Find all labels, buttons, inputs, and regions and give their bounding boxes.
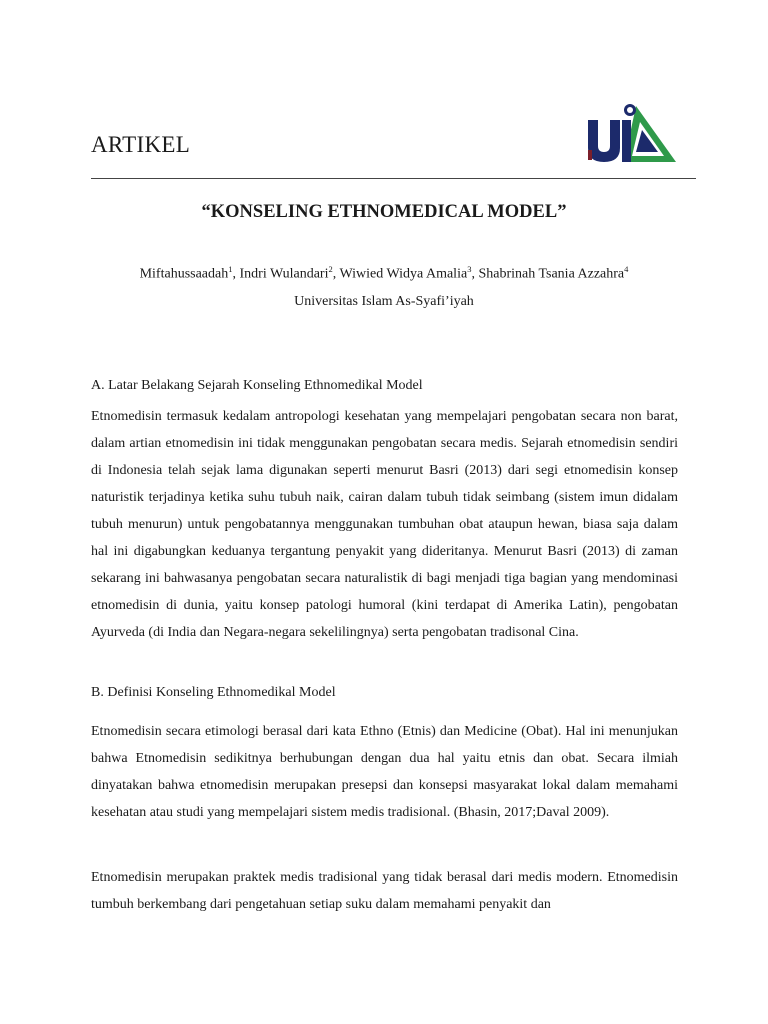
- article-title: “KONSELING ETHNOMEDICAL MODEL”: [201, 202, 567, 222]
- paragraph-text: Etnomedisin merupakan praktek medis tradisional yang tidak berasal dari medis modern. Etnomedisin tumbuh berkembang dari pengetahuan setiap suku dalam memahami penyakit dan: [91, 870, 678, 912]
- author-name: Wiwied Widya Amalia: [339, 266, 468, 282]
- body-paragraph: [91, 403, 678, 646]
- author-list: Miftahussaadah$^1$, Indri Wulandari$^2$, Wiwied Widya Amalia$^3$, Shabrinah Tsania Azzahra$^4$: [139, 264, 629, 282]
- paragraph-text: Etnomedisin termasuk kedalam antropologi kesehatan yang mempelajari pengobatan secara non barat, dalam artian etnomedisin ini tidak menggunakan pengobatan secara medis. Sejarah etnomedisin sendiri di Indonesia telah sejak lama digunakan seperti menurut Basri (2013) dari segi etnomedisin konsep naturistik terjadinya ketika suhu tubuh naik, cairan dalam tubuh tidak seimbang (sistem imun didalam tubuh menurun) untuk pengobatannya menggunakan tumbuhan obat ataupun hewan, biasa saja dalam hal ini digabungkan keduanya tergantung penyakit yang dideritanya. Menurut Basri (2013) di zaman sekarang ini bahwasanya pengobatan secara naturalistik di bagi menjadi tiga bagian yang mendominasi etnomedisin di dunia, yaitu konsep patologi humoral (kini terdapat di Amerika Latin), pengobatan Ayurveda (di India dan Negara-negara sekelilingnya) serta pengobatan tradisonal Cina.: [91, 409, 678, 640]
- header-divider: [91, 178, 696, 179]
- body-paragraph: [91, 864, 678, 918]
- author-affiliation-mark: 4: [624, 264, 629, 274]
- section-heading: B. Definisi Konseling Ethnomedikal Model: [91, 685, 336, 700]
- author-name: Miftahussaadah: [139, 266, 229, 282]
- paragraph-text: Etnomedisin secara etimologi berasal dari kata Ethno (Etnis) dan Medicine (Obat). Hal ini menunjukan bahwa Etnomedisin sedikitnya berhubungan dengan dua hal yaitu etnis dan obat. Secara ilmiah dinyatakan bahwa etnomedisin merupakan presepsi dan konsepsi masyarakat lokal dalam memahami kesehatan atau studi yang mempelajari sistem medis tradisional. (Bhasin, 2017;Daval 2009).: [91, 724, 678, 820]
- author-affiliation-mark: 3: [467, 264, 472, 274]
- author-name: Shabrinah Tsania Azzahra: [478, 266, 625, 282]
- body-paragraph: [91, 718, 678, 826]
- uia-logo-icon: [584, 100, 680, 170]
- section-heading: A. Latar Belakang Sejarah Konseling Ethnomedikal Model: [91, 378, 423, 393]
- author-affiliation-mark: 2: [328, 264, 333, 274]
- author-affiliation-mark: 1: [228, 264, 233, 274]
- affiliation: Universitas Islam As-Syafi’iyah: [294, 294, 474, 309]
- author-name: Indri Wulandari: [239, 266, 329, 282]
- article-label: ARTIKEL: [91, 132, 191, 157]
